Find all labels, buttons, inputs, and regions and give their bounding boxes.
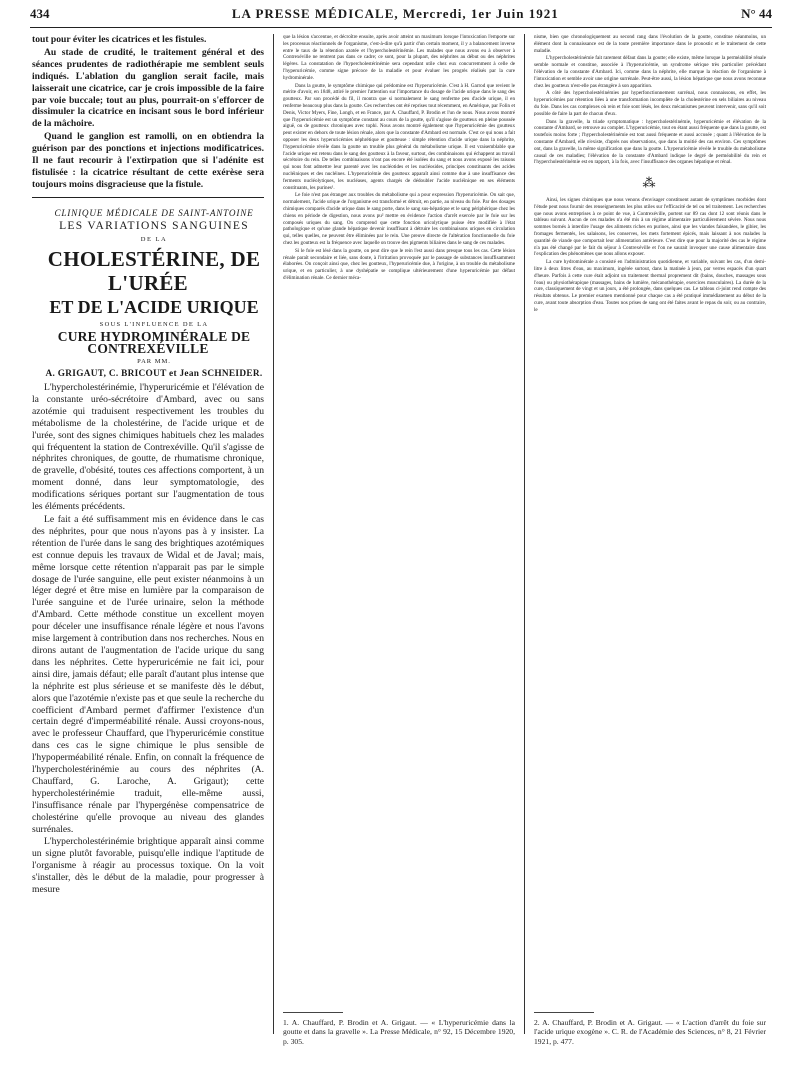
article-title-sous: SOUS L'INFLUENCE DE LA <box>99 320 209 328</box>
article-title-main-2: ET DE L'ACIDE URIQUE <box>49 296 259 317</box>
paragraph: Dans la goutte, le symptôme chimique qui prédomine est l'hyperuricémie. C'est à H. Garrod que revient le mérite d'avoir, en 1848, attiré le premier l'attention sur l'importance du dosage de l'acide urique dans le sang des goutteux. Par son procédé du fil, il montra que si normalement le sang renferme peu d'acide urique, il en renferme beaucoup plus dans la goutte. Ces recherches ont été reprises tout récemment, en Amérique, par Folin et Denis, Victor Myers, Fine, Longh, et en France, par A. Chauffard, P. Brodin et l'un de nous. Nous avons montré que l'hyperuricémie est un symptôme constant au cours de la goutte, qu'il s'agisse de goutteux en pleine poussée aiguë, ou de goutteux chroniques avec tophi. Nous avons montré également que l'hyperuricémie des goutteux peut exister en dehors de toute lésion rénale, alors que la constante d'Ambard est normale. C'est ce qui nous a fait opposer les deux hyperuricémies néphrétique et goutteuse : simple rétention d'acide urique dans la néphrite, l'hyperuricémie révèle dans la goutte un trouble plus général du métabolisme urique. Il est vraisemblable que l'acide urique est retenu dans le sang des goutteux à la faveur, surtout, des combinaisons qui échappent au travail sécrétoire du rein. De telles combinaisons n'ont pas encore été isolées du sang et nous avons exposé les raisons qui nous font admettre leur parenté avec les nucléotides et les nucléosides, principes constituants des acides nucléiniques et des nucléines. L'hyperuricémie des goutteux apparaît ainsi comme due à une insuffisance des ferments nucléolytiques, les nucléases, agents chargés de dédoubler l'acide nucléinique en ses éléments constituants, les purines¹. <box>283 82 515 191</box>
paragraph: Au stade de crudité, le traitement général et des séances prudentes de radiothérapie me semblent seuls indiqués. L'ablation du ganglion serait facile, mais laisserait une cicatrice, car je crois impossible de la faire par voie buccale; tout au plus, pourrait-on s'efforcer de dissimuler la cicatrice en incisant sous le bord inférieur de la mâchoire. <box>32 46 264 130</box>
clinic-heading: CLINIQUE MÉDICALE DE SAINT-ANTOINE <box>54 207 254 218</box>
section-rule <box>32 197 264 198</box>
paragraph: L'hypercholestérinémie fait rarement défaut dans la goutte; elle existe, même lorsque la perméabilité rénale semble normale et constitue, associée à l'hyperuricémie, un syndrome sérique très particulier précédant l'élévation de la constante d'Ambard. Ici, comme dans la néphrite, elle marque la réaction de l'organisme à l'intoxication et semble avoir une origine surrénale. Peut-être aussi, la lésion hépatique que nous avons reconnue chez les goutteux n'est-elle pas étrangère à son apparition. <box>534 55 766 89</box>
issue-number: N° 44 <box>741 6 772 21</box>
paragraph: Dans la gravelle, la triade symptomatique : hypercholestérinémie, hyperuricémie et élévation de la constante d'Ambard, se retrouve au complet. L'hyperuricémie, tout en étant aussi fréquente que dans la goutte, est toutefois moins forte ; l'hypercholestérinémie est tout aussi fréquente et aussi accusée ; quant à l'élévation de la constante d'Ambard, elle n'existe, d'après nos observations, que dans la moitié des cas environ. Ces symptômes ont, dans la gravelle, la même signification que dans la goutte. L'hyperuricémie révèle le trouble du métabolisme causal de ces maladies; l'élévation de la constante d'Ambard indique le degré de perméabilité du rein et l'hypercholestérinémie est en rapport, à la fois, avec l'insuffisance des organes hépatique et rénal. <box>534 118 766 166</box>
column-1 <box>32 34 264 897</box>
paragraph: nisme, bien que chronologiquement au second rang dans l'évolution de la goutte, constitue néanmoins, un élément dont la connaissance est de la toute première importance dans le pronostic et le traitement de cette maladie. <box>534 34 766 54</box>
article-authors: A. GRIGAUT, C. BRICOUT et Jean SCHNEIDER. <box>45 369 263 380</box>
article-title-de: DE LA <box>140 235 168 243</box>
column-3 <box>534 34 766 314</box>
paragraph: L'hypercholestérinémie brightique apparaît ainsi comme un signe plutôt favorable, puisqu'elle indique l'aptitude de l'organisme à réagir au processus toxique. On la voit s'installer, dès le début de la maladie, pour progresser à mesure <box>32 836 264 896</box>
paragraph: A côté des hypercholestérinémies par hyperfonctionnement surrénal, nous connaissons, en effet, les hyperuricémies par rétention liées à une transformation incomplète de la cholestérine en sels biliaires au niveau du foie. Dans les cas complexes où rein et foie sont lésés, les deux mécanismes peuvent intervenir, sans qu'il soit possible de faire la part de chacun d'eux. <box>534 90 766 117</box>
paragraph: Le foie n'est pas étranger aux troubles du métabolisme qui a pour expression l'hyperuricémie. On sait que, normalement, l'acide urique de l'organisme est transformé et détruit, en partie, au niveau du foie. Par des dosages chimiques comparés d'acide urique dans le sang porte, dans le sang sus-hépatique et le sang périphérique chez les chiens en période de digestion, nous avons pu² mettre en évidence l'action d'arrêt exercée par le foie sur les composés uriques du sang. On comprend que cette fonction uricolytique puisse être modifiée à l'état pathologique et qu'une glande hépatique devenir insuffisant à détruire les combinaisons uriques en circulation qui, telles quelles, ne peuvent être éliminées par le rein. Une preuve directe de l'altération fonctionnelle du foie chez les goutteux est la fréquence avec laquelle on trouve des pigments biliaires dans le sang de ces malades. <box>283 192 515 246</box>
paragraph: L'hypercholestérinémie, l'hyperuricémie et l'élévation de la constante uréo-sécrétoire d'Ambard, avec ou sans azotémie qui traduisent respectivement les troubles du métabolisme de la cholestérine, de l'acide urique et de l'urée, sont des signes chimiques habituels chez les malades qui fréquentent la station de Contrexéville. Qu'il s'agisse de néphrites chroniques, de goutte, de rhumatisme chronique, de gravelle, d'obésité, toutes ces affections comportent, à un moment donné, dans leur symptomatologie, des modifications sériques portant sur l'augmentation de tous les éléments précédents. <box>32 382 264 513</box>
paragraph: Quand le ganglion est ramolli, on en obtiendra la guérison par des ponctions et injections modificatrices. Il ne faut recourir à l'extirpation que si l'adénite est fistulisée : la cicatrice résultant de cette exérèse sera toujours moins disgracieuse que la fistule. <box>32 131 264 190</box>
footnote-2: 2. A. Chauffard, P. Brodin et A. Grigaut. — « L'action d'arrêt du foie sur l'acide urique exogène ». C. R. de l'Académie des Sciences, n° 8, 21 Février 1921, p. 477. <box>534 1012 766 1046</box>
article-title-top: LES VARIATIONS SANGUINES <box>59 219 249 232</box>
paragraph: Le fait a été suffisamment mis en évidence dans le cas des néphrites, pour que nous n'ayons pas à y insister. La rétention de l'urée dans le sang des brightiques azotémiques est connue depuis les travaux de Widal et de Javal; mais, même lorsque cette rétention n'apparait pas par le simple dosage de l'urée sanguine, elle peut exister néanmoins à un léger degré et être mise en lumière par la comparaison de l'urée sanguine et de l'urée urinaire, selon la méthode d'Ambard. Cette méthode constitue un excellent moyen pour déceler une insuffisance rénale légère et nous l'avons mise largement à contribution dans nos recherches. Nous en dirons autant de l'augmentation de l'acide urique du sang dans les néphrites. Cette hyperuricémie ne fait ici, pour ainsi dire, jamais défaut; elle paraît d'autant plus intense que la néphrite est plus sérieuse et se manifeste dès le début, alors que l'azotémie n'existe pas et que seule la recherche du coefficient d'Ambard permet d'affirmer l'existence d'un certain degré d'imperméabilité rénale. Aussi croyons-nous, avec le professeur Chauffard, que l'hyperuricémie constitue dans ces cas le signe chimique le plus sensible de l'hypoperméabilité rénale. Enfin, on connaît la fréquence de l'hypercholestérinémie au cours des néphrites (A. Chauffard, G. Laroche, A. Grigaut); cette hypercholestérinémie traduit, elle-même aussi, l'insuffisance rénale par l'hypergénèse compensatrice de cholestérine qu'elle provoque au niveau des glandes surrénales. <box>32 514 264 835</box>
article-by: PAR MM. <box>137 358 171 366</box>
page-header <box>30 6 772 28</box>
journal-line: LA PRESSE MÉDICALE, Mercredi, 1er Juin 1921 <box>231 6 559 21</box>
column-2 <box>283 34 515 283</box>
article-title-cure: CURE HYDROMINÉRALE DE CONTREXÉVILLE <box>57 329 251 357</box>
paragraph: Ainsi, les signes chimiques que nous venons d'envisager constituent autant de symptômes morbides dont l'étude peut nous fournir des renseignements les plus utiles sur l'efficacité de tel ou tel traitement. Les recherches que nous avons entreprises à ce point de vue, à Contrexéville, portent sur 89 cas dont 12 sont réunis dans le tableau suivant. Aucun de ces malades n'a été mis à un régime alimentaire particulièrement sévère. Nous nous sommes bornés à interdire l'usage des aliments riches en purines, ainsi que les viandes faisandées, le gibier, les fromages fermentés, les salaisons, les conserves, les mets fortement épicés, mais laissant à nos malades la quantité de viande que comportait leur alimentation antérieure. C'est dire que pour la majorité des cas le régime n'a pas été changé par le fait du séjour à Contrexéville et l'on ne saurait invoquer une cause alimentaire dans l'explication des phénomènes que nous allons exposer. <box>534 196 766 258</box>
paragraph: tout pour éviter les cicatrices et les fistules. <box>32 34 207 45</box>
asterism-separator: ⁂ <box>642 175 658 191</box>
page-number: 434 <box>30 6 50 21</box>
paragraph: Si le foie est lésé dans la goutte, on peut dire que le rein l'est aussi dans presque tous les cas. Cette lésion rénale paraît secondaire et liée, sans doute, à l'irritation provoquée par le passage de substances insuffisamment élaborées. On conçoit ainsi que, chez les goutteux, l'hyperuricémie due, à l'origine, à un trouble du métabolisme urique, et en particulier, à une dyshépatie se complique ultérieurement d'une hyperuricémie par défaut d'élimination rénale. Ce dernier méca- <box>283 247 515 281</box>
paragraph: que la lésion s'accentue, et décroître ensuite, après avoir atteint un maximum lorsque l'intoxication l'emporte sur les processus réactionnels de l'organisme, c'est-à-dire qu'à partir d'un certain moment, il y a balancement inverse entre le taux de la rétention azotée et l'hypercholestérinémie. Les malades que nous avons eu à observer à Contrexéville ne rentrent pas dans ce cadre; ce sont, pour la plupart, des néphrites au début ou des néphrites légères. La constatation de l'hypercholestérinémie sera cependant utile chez eux concurremment à celle de l'hyperuricémie, comme signe précoce de la maladie et pour évaluer les progrès réalisés par la cure hydrominérale. <box>283 34 515 81</box>
footnote-1: 1. A. Chauffard, P. Brodin et A. Grigaut. — « L'hyperuricémie dans la goutte et dans la gravelle ». La Presse Médicale, n° 92, 15 Décembre 1920, p. 305. <box>283 1012 515 1046</box>
paragraph: La cure hydrominérale a consisté en l'administration quotidienne, et variable, suivant les cas, d'un demi-litre à deux litres d'eau, au maximum, ingérée surtout, dans la matinée à jeun, par verres espacés d'un quart d'heure. Parfois à cette cure était adjoint un traitement thermal proprement dit (bains, douches, massages sous l'eau) ou physiothérapique (massages, bains de lumière, mécanothérapie, exercices musculaires). La durée de la cure, classiquement de vingt et un jours, a été prolongée, dans quelques cas. Le tableau ci-joint rend compte des résultats obtenus. Le premier examen mentionné pour chaque cas a été pratiqué immédiatement au début de la cure, avant toute absorption d'eau. Toutes nos prises de sang ont été faites avant le repas du soir, ou au contraire, le <box>534 259 766 313</box>
article-title-main: CHOLESTÉRINE, DE L'URÉE <box>47 246 261 295</box>
